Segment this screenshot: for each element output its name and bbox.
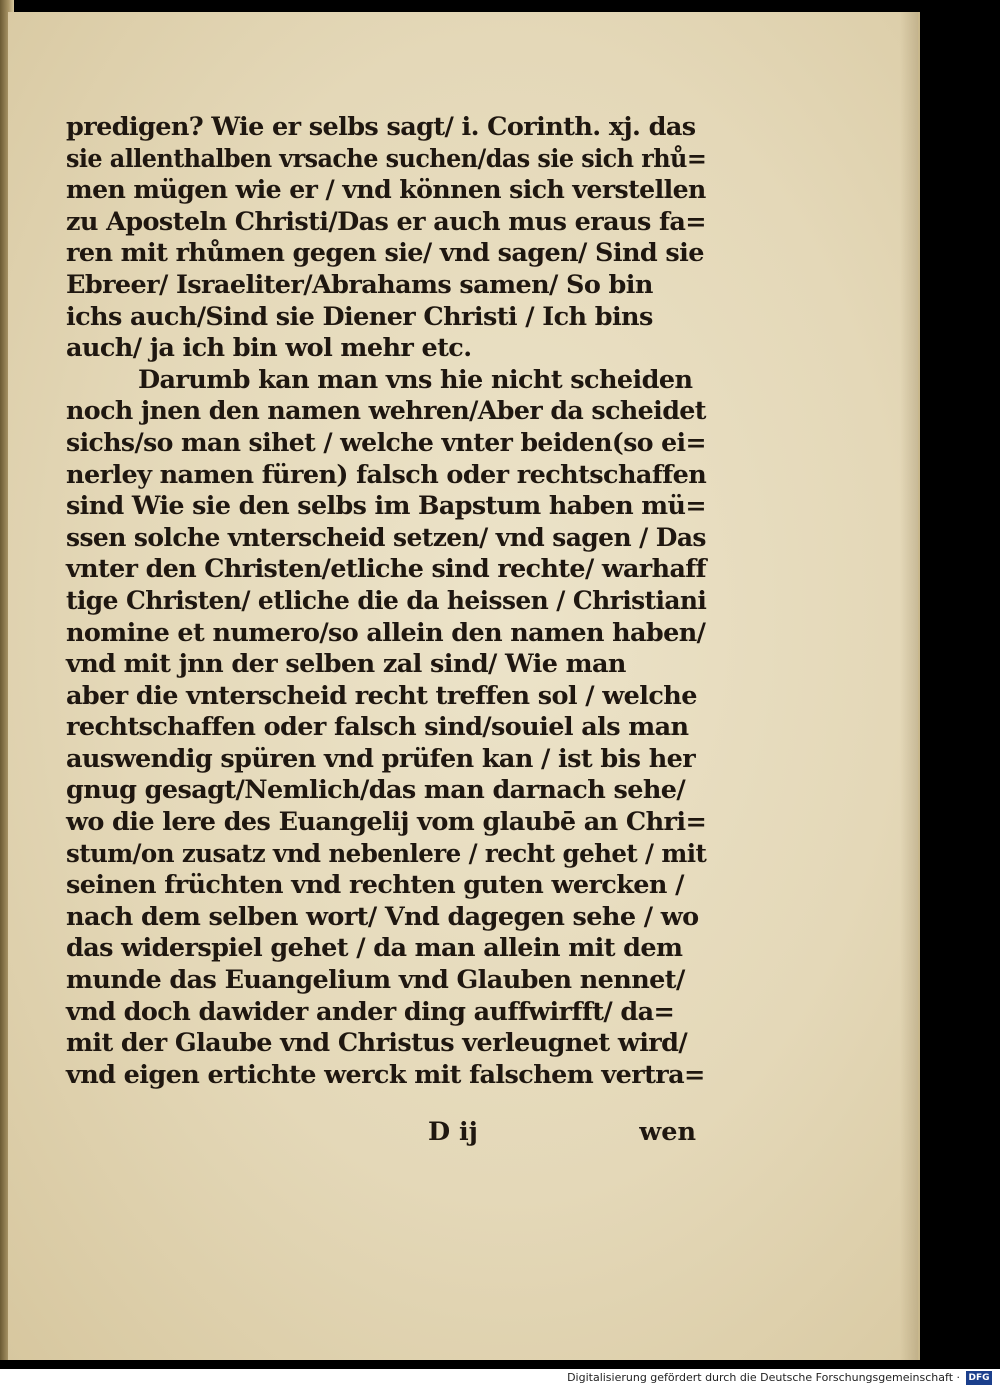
- text-line: nomine et numero/so allein den namen haben/: [66, 617, 706, 648]
- dfg-logo: DFG: [966, 1371, 992, 1385]
- text-line: noch jnen den namen wehren/Aber da scheidet: [66, 396, 706, 427]
- text-line: vnd eigen ertichte werck mit falschem vertra=: [66, 1059, 705, 1090]
- signature-mark: D ij: [428, 1117, 478, 1147]
- text-line: aber die vnterscheid recht treffen sol / welche: [66, 680, 697, 711]
- text-line: sie allenthalben vrsache suchen/das sie sich rhů=: [66, 143, 707, 174]
- text-line: gnug gesagt/Nemlich/das man darnach sehe/: [66, 775, 686, 806]
- text-line: vnd mit jnn der selben zal sind/ Wie man: [66, 649, 626, 680]
- text-line: men mügen wie er / vnd können sich verstellen: [66, 175, 706, 206]
- text-line: rechtschaffen oder falsch sind/souiel als man: [66, 712, 689, 743]
- text-line: mit der Glaube vnd Christus verleugnet wird/: [66, 1028, 688, 1059]
- catchword: wen: [639, 1117, 696, 1147]
- text-line: sichs/so man sihet / welche vnter beiden(so ei=: [66, 427, 706, 458]
- book-page: [8, 12, 920, 1360]
- text-line: ssen solche vnterscheid setzen/ vnd sagen / Das: [66, 522, 706, 553]
- page-footer-line: [66, 1117, 706, 1151]
- text-line: ichs auch/Sind sie Diener Christi / Ich bins: [66, 301, 653, 332]
- paragraph-start-line: Darumb kan man vns hie nicht scheiden: [138, 364, 693, 395]
- text-line: auswendig spüren vnd prüfen kan / ist bis her: [66, 743, 696, 774]
- text-line: zu Aposteln Christi/Das er auch mus eraus fa=: [66, 206, 707, 237]
- funding-credit: Digitalisierung gefördert durch die Deutsche Forschungsgemeinschaft ·: [567, 1371, 960, 1384]
- text-line: sind Wie sie den selbs im Bapstum haben mü=: [66, 491, 706, 522]
- text-line: stum/on zusatz vnd nebenlere / recht gehet / mit: [66, 838, 707, 869]
- text-line: seinen früchten vnd rechten guten wercken /: [66, 870, 684, 901]
- text-line: vnd doch dawider ander ding auffwirfft/ da=: [66, 996, 675, 1027]
- credit-bar: [0, 1369, 1000, 1389]
- text-line: wo die lere des Euangelij vom glaubē an Chri=: [66, 807, 707, 838]
- text-line: nach dem selben wort/ Vnd dagegen sehe / wo: [66, 901, 699, 932]
- text-block: [66, 112, 706, 1091]
- text-line: ren mit rhůmen gegen sie/ vnd sagen/ Sind sie: [66, 238, 704, 269]
- text-line: auch/ ja ich bin wol mehr etc.: [66, 333, 472, 364]
- text-line: Ebreer/ Israeliter/Abrahams samen/ So bin: [66, 269, 653, 300]
- text-line: vnter den Christen/etliche sind rechte/ warhaff: [66, 554, 706, 585]
- text-line: munde das Euangelium vnd Glauben nennet/: [66, 965, 685, 996]
- text-line: tige Christen/ etliche die da heissen / Christiani: [66, 585, 707, 616]
- text-line: predigen? Wie er selbs sagt/ i. Corinth. xj. das: [66, 112, 696, 142]
- text-line: nerley namen füren) falsch oder rechtschaffen: [66, 459, 707, 490]
- text-line: das widerspiel gehet / da man allein mit dem: [66, 933, 683, 964]
